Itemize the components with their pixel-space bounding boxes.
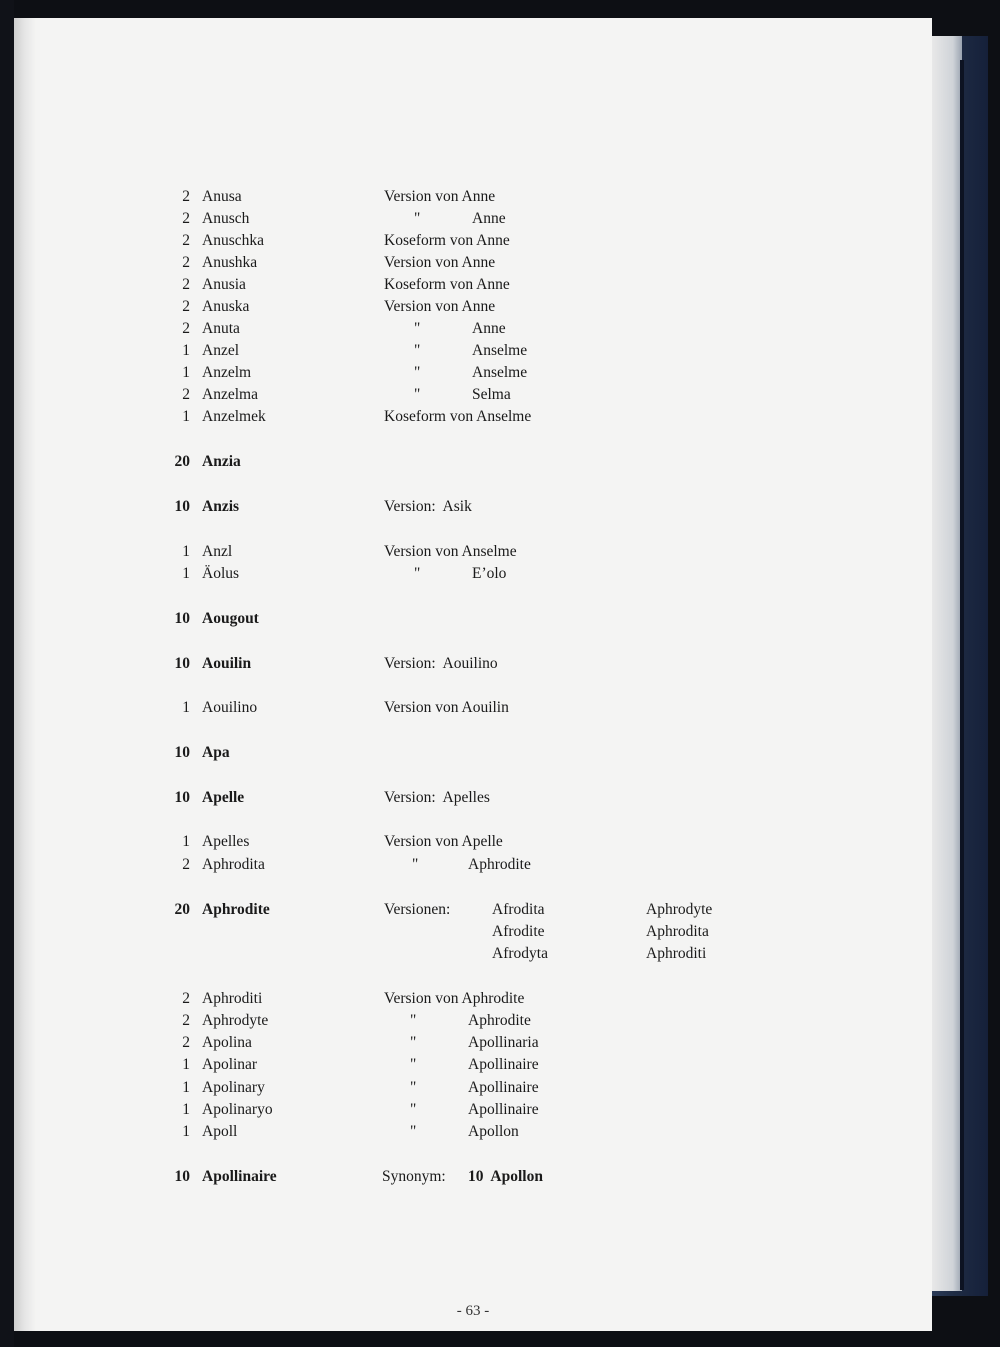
entry-number: 10	[174, 655, 190, 672]
entry-row	[14, 1056, 932, 1078]
version-col2-item: Afrodita	[492, 901, 545, 918]
entry-number: 1	[182, 1101, 190, 1118]
ditto-mark: "	[414, 386, 421, 403]
entry-name: Anzis	[202, 498, 240, 515]
entry-name: Apa	[202, 744, 230, 761]
entry-number: 1	[182, 1056, 190, 1073]
entry-description: Version: Asik	[384, 498, 472, 515]
entry-number: 1	[182, 543, 190, 560]
entry-description: Version von Anne	[384, 298, 496, 315]
entry-description-value: Apollinaire	[468, 1056, 539, 1073]
entry-description: Koseform von Anselme	[384, 408, 532, 425]
entry-name: Anzelmek	[202, 408, 266, 425]
entry-description-value: Anselme	[472, 342, 528, 359]
entry-row	[14, 1123, 932, 1145]
entry-row	[14, 699, 932, 721]
entry-name: Aphrodyte	[202, 1012, 269, 1029]
entry-description-value: Apollon	[468, 1123, 519, 1140]
entry-name: Äolus	[202, 565, 240, 582]
entry-name: Apelles	[202, 833, 250, 850]
entry-description-value: Anne	[472, 320, 506, 337]
entry-number: 10	[174, 1168, 190, 1185]
entry-row	[14, 232, 932, 254]
entry-row	[14, 298, 932, 320]
entry-row	[14, 320, 932, 342]
entry-description: Version: Aouilino	[384, 655, 498, 672]
entry-row	[14, 342, 932, 364]
entry-number: 1	[182, 1079, 190, 1096]
entry-name: Anuschka	[202, 232, 264, 249]
entry-description: Version von Anne	[384, 188, 496, 205]
version-col2-item: Afrodite	[492, 923, 545, 940]
entry-name: Anuta	[202, 320, 240, 337]
ditto-mark: "	[412, 856, 419, 873]
entry-name: Apolinar	[202, 1056, 258, 1073]
entry-number: 2	[182, 188, 190, 205]
entry-number: 1	[182, 364, 190, 381]
entry-number: 2	[182, 276, 190, 293]
entry-row	[14, 210, 932, 232]
entry-number: 1	[182, 1123, 190, 1140]
entry-number: 2	[182, 1012, 190, 1029]
entry-row	[14, 386, 932, 408]
cover-edge	[960, 60, 964, 1290]
entry-number: 1	[182, 699, 190, 716]
entry-number: 10	[174, 789, 190, 806]
entry-row	[14, 901, 932, 923]
entry-name: Aougout	[202, 610, 259, 627]
entry-number: 2	[182, 1034, 190, 1051]
entry-name: Apelle	[202, 789, 245, 806]
page-number: - 63 -	[456, 1303, 490, 1319]
entry-name: Apolina	[202, 1034, 252, 1051]
entry-number: 2	[182, 990, 190, 1007]
entry-description: Koseform von Anne	[384, 232, 510, 249]
entry-row-continuation	[14, 945, 932, 967]
entry-row	[14, 744, 932, 766]
ditto-mark: "	[410, 1012, 417, 1029]
ditto-mark: "	[414, 320, 421, 337]
page-gutter	[14, 18, 36, 1331]
entry-name: Aphrodite	[202, 901, 270, 918]
entry-number: 1	[182, 342, 190, 359]
entry-number: 2	[182, 210, 190, 227]
entry-name: Apollinaire	[202, 1168, 277, 1185]
entry-row	[14, 1079, 932, 1101]
ditto-mark: "	[410, 1079, 417, 1096]
entry-number: 1	[182, 565, 190, 582]
entry-description-value: E’olo	[472, 565, 507, 582]
entry-description: Version von Anselme	[384, 543, 517, 560]
entry-row	[14, 453, 932, 475]
entry-row	[14, 856, 932, 878]
entry-row	[14, 833, 932, 855]
entry-row	[14, 1034, 932, 1056]
entry-number: 2	[182, 254, 190, 271]
ditto-mark: "	[414, 565, 421, 582]
page-edge	[932, 36, 962, 1291]
ditto-mark: "	[410, 1034, 417, 1051]
entry-description-value: Aphrodite	[468, 856, 531, 873]
entry-name: Aouilino	[202, 699, 258, 716]
entry-description-value: Aphrodite	[468, 1012, 531, 1029]
entry-number: 2	[182, 320, 190, 337]
version-col3-item: Aphrodyte	[646, 901, 713, 918]
entry-number: 2	[182, 298, 190, 315]
entry-number: 1	[182, 408, 190, 425]
entry-row	[14, 789, 932, 811]
entry-number: 10	[174, 498, 190, 515]
ditto-mark: "	[414, 364, 421, 381]
entry-row	[14, 364, 932, 386]
entry-label: Versionen:	[384, 901, 451, 918]
book-board-left	[0, 0, 14, 1347]
ditto-mark: "	[410, 1056, 417, 1073]
entry-name: Anzelm	[202, 364, 252, 381]
entry-label: Synonym:	[382, 1168, 446, 1185]
entry-row	[14, 276, 932, 298]
entry-name: Anusa	[202, 188, 242, 205]
version-col3-item: Aphrodita	[646, 923, 709, 940]
entry-number: 20	[174, 453, 190, 470]
version-col2-item: Afrodyta	[492, 945, 548, 962]
entry-row	[14, 498, 932, 520]
entry-row-continuation	[14, 923, 932, 945]
entry-row	[14, 1168, 932, 1190]
entry-row	[14, 254, 932, 276]
entry-name: Apoll	[202, 1123, 238, 1140]
entry-name: Apolinary	[202, 1079, 265, 1096]
entry-name: Anzl	[202, 543, 233, 560]
ditto-mark: "	[410, 1101, 417, 1118]
entry-description: Version von Apelle	[384, 833, 503, 850]
entry-description: Version von Aphrodite	[384, 990, 525, 1007]
entry-number: 10	[174, 610, 190, 627]
entry-row	[14, 655, 932, 677]
ditto-mark: "	[410, 1123, 417, 1140]
entry-row	[14, 408, 932, 430]
entry-description-value: Anne	[472, 210, 506, 227]
entry-name: Anusch	[202, 210, 250, 227]
entry-row	[14, 610, 932, 632]
entry-row	[14, 543, 932, 565]
entry-name: Anusia	[202, 276, 246, 293]
entry-number: 10	[174, 744, 190, 761]
entry-name: Anzel	[202, 342, 240, 359]
entry-description: Version von Aouilin	[384, 699, 509, 716]
entry-description: Version: Apelles	[384, 789, 490, 806]
entry-name: Aphrodita	[202, 856, 265, 873]
entry-name: Anzelma	[202, 386, 258, 403]
entry-description: Version von Anne	[384, 254, 496, 271]
entry-row	[14, 1012, 932, 1034]
entry-row	[14, 990, 932, 1012]
book-page	[14, 18, 932, 1331]
entry-number: 20	[174, 901, 190, 918]
entry-description: Koseform von Anne	[384, 276, 510, 293]
entry-description-value: Apollinaire	[468, 1101, 539, 1118]
entry-name: Aouilin	[202, 655, 252, 672]
entry-name: Aphroditi	[202, 990, 263, 1007]
entry-description-value: Apollinaire	[468, 1079, 539, 1096]
entry-number: 2	[182, 232, 190, 249]
entry-number: 2	[182, 386, 190, 403]
entry-name: Anuska	[202, 298, 250, 315]
entry-row	[14, 188, 932, 210]
synonym-value: 10 Apollon	[468, 1168, 543, 1185]
entry-description-value: Anselme	[472, 364, 528, 381]
entry-name: Apolinaryo	[202, 1101, 273, 1118]
entry-description-value: Selma	[472, 386, 511, 403]
entry-name: Anzia	[202, 453, 241, 470]
entry-number: 2	[182, 856, 190, 873]
ditto-mark: "	[414, 210, 421, 227]
entry-number: 1	[182, 833, 190, 850]
version-col3-item: Aphroditi	[646, 945, 707, 962]
entry-description-value: Apollinaria	[468, 1034, 539, 1051]
ditto-mark: "	[414, 342, 421, 359]
entry-row	[14, 565, 932, 587]
entry-row	[14, 1101, 932, 1123]
entry-name: Anushka	[202, 254, 258, 271]
